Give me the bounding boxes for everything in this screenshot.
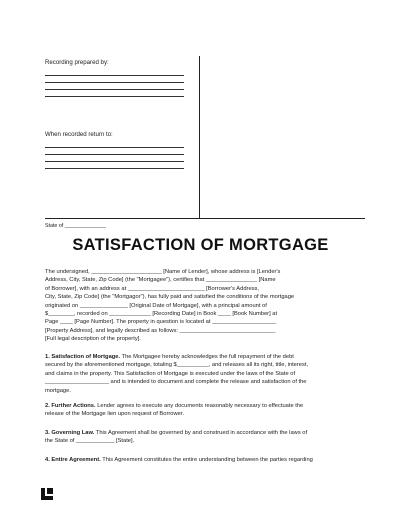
recording-box-bottom-rule — [45, 218, 365, 219]
section-first-line: This Agreement shall be governed by and construed in accordance with the laws of — [94, 430, 308, 436]
state-of-line: State of ______________ — [45, 223, 106, 229]
section-line: release of the Mortgage lien upon request of Borrower. — [45, 411, 185, 418]
section-first-line: This Agreement constitutes the entire understanding between the parties regarding — [100, 457, 313, 463]
return-to-line-4 — [45, 168, 184, 169]
section-line: the State of ____________ [State]. — [45, 438, 135, 445]
intro-line: The undersigned, ______________________ [Name of Lender], whose address is [Lender's — [45, 269, 281, 275]
section-first-line: The Mortgagee hereby acknowledges the full repayment of the debt — [120, 354, 294, 360]
intro-line: of Borrower], with an address at ________________________ [Borrower's Address, — [45, 285, 259, 292]
section-satisfaction — [45, 353, 365, 395]
section-heading: 2. Further Actions. — [45, 403, 96, 409]
section-entire-agreement — [45, 456, 365, 464]
intro-line: originated on _______________ [Original Date of Mortgage], with a principal amount of — [45, 302, 267, 309]
prepared-by-line-4 — [45, 96, 184, 97]
intro-line: City, State, Zip Code] (the "Mortgagor"), has fully paid and satisfied the conditions of the mortgage — [45, 294, 295, 301]
recording-box-divider — [199, 56, 200, 219]
intro-paragraph — [45, 268, 365, 344]
prepared-by-line-2 — [45, 82, 184, 83]
section-heading: 4. Entire Agreement. — [45, 457, 101, 463]
recording-prepared-by-label: Recording prepared by: — [45, 59, 109, 66]
recording-return-to-label: When recorded return to: — [45, 131, 113, 138]
intro-line: $________, recorded on _____________ [Recording Date] in Book ____ [Book Number] at — [45, 311, 278, 318]
section-heading: 3. Governing Law. — [45, 430, 95, 436]
prepared-by-line-1 — [45, 75, 184, 76]
intro-line: [Property Address], and legally described as follows: ______________________________ — [45, 327, 276, 334]
section-line: secured by the aforementioned mortgage, totaling $__________, and releases all its right, title, interest, — [45, 362, 309, 369]
section-line: ____________________ and is intended to document and complete the release and satisfaction of the — [45, 379, 307, 386]
section-line: mortgage. — [45, 387, 71, 394]
document-title: SATISFACTION OF MORTGAGE — [72, 236, 329, 254]
brand-logo-icon — [40, 487, 54, 501]
section-governing-law — [45, 429, 365, 446]
intro-line: [Full legal description of the property]. — [45, 336, 141, 343]
section-line: and claims in the property. This Satisfaction of Mortgage is executed under the laws of the State of — [45, 370, 296, 377]
intro-line: Page ____ [Page Number]. The property in question is located at ____________________ — [45, 319, 277, 326]
section-first-line: Lender agrees to execute any documents reasonably necessary to effectuate the — [95, 403, 304, 409]
return-to-line-2 — [45, 154, 184, 155]
intro-line: Address, City, State, Zip Code] (the "Mortgagee"), certifies that ________________ [Name — [45, 277, 276, 284]
return-to-line-3 — [45, 161, 184, 162]
section-further-actions — [45, 402, 365, 419]
return-to-line-1 — [45, 147, 184, 148]
section-heading: 1. Satisfaction of Mortgage. — [45, 354, 121, 360]
prepared-by-line-3 — [45, 89, 184, 90]
